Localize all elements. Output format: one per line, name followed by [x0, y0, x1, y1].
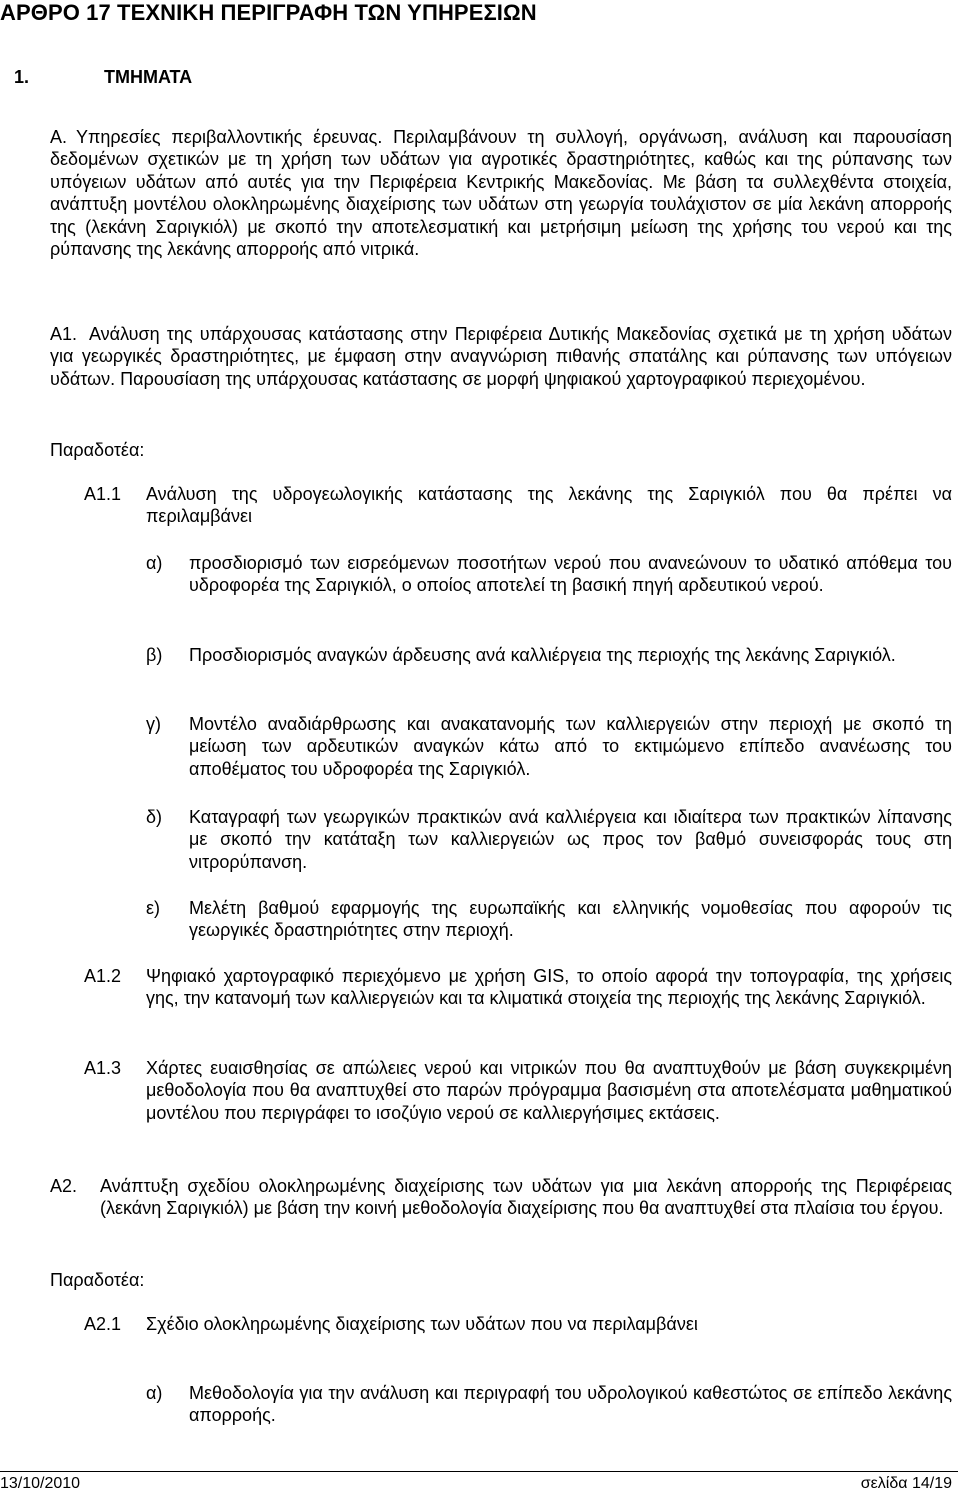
item-a2-1-label: Α2.1 [84, 1314, 122, 1334]
section-number: 1. [14, 67, 30, 87]
list-item-text: προσδιορισμό των εισρεόμενων ποσοτήτων νερού που ανανεώνουν το υδατικό απόθεμα του υδροφορέα της Σαριγκιόλ, ο οποίος αποτελεί τη βασική πηγή αρδευτικού νερού. [189, 553, 952, 596]
item-a1 [50, 323, 952, 390]
list-item [146, 897, 952, 942]
item-a1-1-text: Ανάλυση της υδρογεωλογικής κατάστασης της λεκάνης της Σαριγκιόλ που θα πρέπει να περιλαμβάνει [146, 484, 952, 527]
list-item [146, 644, 952, 666]
paragraph-a [50, 126, 952, 260]
item-a1-3-text: Χάρτες ευαισθησίας σε απώλειες νερού και νιτρικών που θα αναπτυχθούν με βάση συγκεκριμένη μεθοδολογία που θα αναπτυχθεί στο παρών πρόγραμμα βασισμένη στα αποτελέσματα μαθηματικού μοντέλου που περιγράφει το ισοζύγιο νερού σε καλλιεργήσιμες εκτάσεις. [146, 1058, 952, 1123]
list-item-label: δ) [146, 807, 163, 827]
item-a2-label: Α2. [50, 1176, 78, 1196]
item-a1-text: Ανάλυση της υπάρχουσας κατάστασης στην Περιφέρεια Δυτικής Μακεδονίας σχετικά με τη χρήση υδάτων για γεωργικές δραστηριότητες, με έμφαση στην αναγνώριση πιθανής σπατάλης και ρύπανσης των υπόγειων υδάτων. Παρουσίαση της υπάρχουσας κατάστασης σε μορφή ψηφιακού χαρτογραφικού περιεχομένου. [50, 324, 952, 389]
deliverables-label: Παραδοτέα: [50, 440, 145, 460]
list-item-text: Μεθοδολογία για την ανάλυση και περιγραφή του υδρολογικού καθεστώτος σε επίπεδο λεκάνης απορροής. [189, 1383, 952, 1426]
deliverables-label: Παραδοτέα: [50, 1270, 145, 1290]
list-item-text: Μελέτη βαθμού εφαρμογής της ευρωπαϊκής και ελληνικής νομοθεσίας που αφορούν τις γεωργικές δραστηριότητες στην περιοχή. [189, 898, 952, 941]
item-a1-1 [84, 483, 952, 528]
footer-page-number: σελίδα 14/19 [860, 1475, 952, 1492]
paragraph-a-text: Υπηρεσίες περιβαλλοντικής έρευνας. Περιλαμβάνουν τη συλλογή, οργάνωση, ανάλυση και παρουσίαση δεδομένων σχετικών με τη χρήση των υδάτων για αγροτικές δραστηριότητες, καθώς και της ρύπανσης των υπόγειων υδάτων από αυτές για την Περιφέρεια Κεντρικής Μακεδονίας. Με βάση τα συλλεχθέντα στοιχεία, ανάπτυξη μοντέλου ολοκληρωμένης διαχείρισης των υδάτων στη γεωργία τουλάχιστον σε μία λεκάνη απορροής της (λεκάνη Σαριγκιόλ) με σκοπό την αποτελεσματική και μετρήσιμη μείωση της χρήσης του νερού και της ρύπανσης της λεκάνης απορροής από νιτρικά. [50, 127, 952, 260]
item-a1-2-text: Ψηφιακό χαρτογραφικό περιεχόμενο με χρήση GIS, το οποίο αφορά την τοπογραφία, της χρήσεις γης, την κατανομή των καλλιεργειών και τα κλιματικά στοιχεία της περιοχής της λεκάνης Σαριγκιόλ. [146, 966, 952, 1009]
list-item-label: α) [146, 553, 163, 573]
footer-date: 13/10/2010 [0, 1475, 81, 1492]
item-a2-1-text: Σχέδιο ολοκληρωμένης διαχείρισης των υδάτων που να περιλαμβάνει [146, 1314, 698, 1334]
item-a2 [50, 1175, 952, 1220]
list-item-label: β) [146, 645, 163, 665]
list-item-label: ε) [146, 898, 161, 918]
item-a1-label: Α1. [50, 324, 78, 344]
list-item [146, 713, 952, 780]
list-item [146, 552, 952, 597]
item-a1-3 [84, 1057, 952, 1124]
item-a1-2-label: Α1.2 [84, 966, 122, 986]
paragraph-a-label: Α. [50, 127, 68, 147]
item-a1-3-label: Α1.3 [84, 1058, 122, 1078]
list-item [146, 1382, 952, 1427]
list-item-label: γ) [146, 714, 161, 734]
footer-divider [0, 1471, 958, 1472]
article-title: ΑΡΘΡΟ 17 ΤΕΧΝΙΚΗ ΠΕΡΙΓΡΑΦΗ ΤΩΝ ΥΠΗΡΕΣΙΩΝ [0, 0, 537, 25]
list-item-label: α) [146, 1383, 163, 1403]
list-item-text: Προσδιορισμός αναγκών άρδευσης ανά καλλιέργεια της περιοχής της λεκάνης Σαριγκιόλ. [189, 645, 896, 665]
item-a2-1 [84, 1313, 952, 1335]
section-label: ΤΜΗΜΑΤΑ [104, 67, 193, 87]
list-item-text: Μοντέλο αναδιάρθρωσης και ανακατανομής των καλλιεργειών στην περιοχή με σκοπό τη μείωση των αρδευτικών αναγκών κάτω από το εκτιμώμενο επίπεδο ανανέωσης του αποθέματος του υδροφορέα της Σαριγκιόλ. [189, 714, 952, 779]
item-a1-1-label: Α1.1 [84, 484, 122, 504]
list-item-text: Καταγραφή των γεωργικών πρακτικών ανά καλλιέργεια και ιδιαίτερα των πρακτικών λίπανσης με σκοπό την κατάταξη των καλλιεργειών ως προς τον βαθμό συνεισφοράς τους στη νιτρορύπανση. [189, 807, 952, 872]
list-item [146, 806, 952, 873]
item-a1-2 [84, 965, 952, 1010]
section-heading [0, 66, 192, 88]
item-a2-text: Ανάπτυξη σχεδίου ολοκληρωμένης διαχείρισης των υδάτων για μια λεκάνη απορροής της Περιφέρειας (λεκάνη Σαριγκιόλ) με βάση την κοινή μεθοδολογία διαχείρισης που θα αναπτυχθεί στα πλαίσια του έργου. [100, 1176, 952, 1219]
